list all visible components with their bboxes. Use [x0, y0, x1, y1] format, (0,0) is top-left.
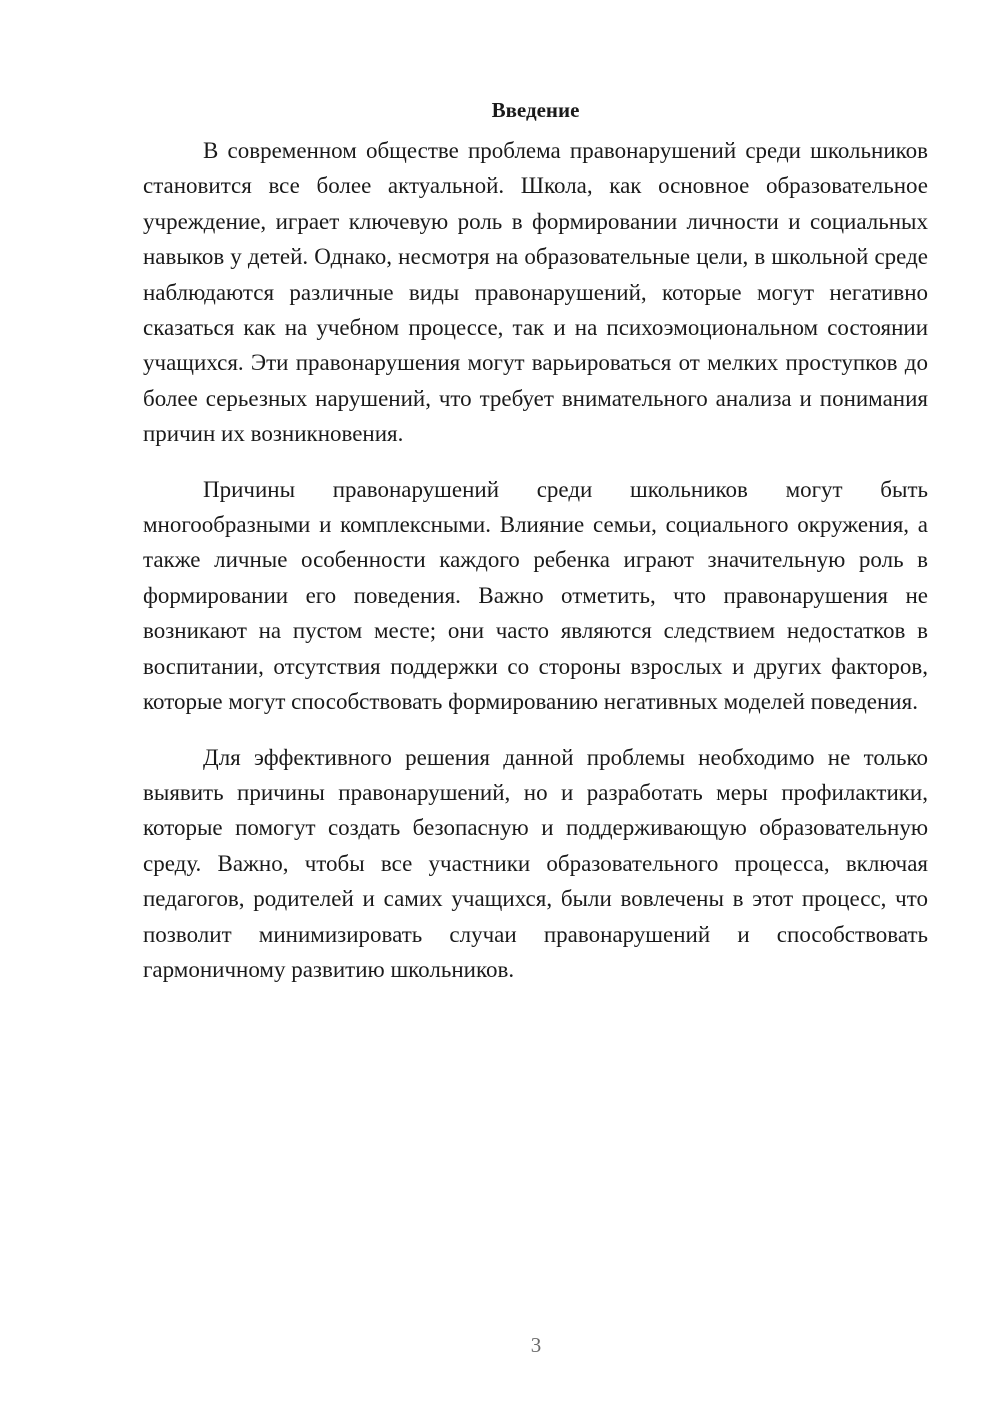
page-content: [143, 92, 928, 987]
paragraph-2: Причины правонарушений среди школьников могут быть многообразными и комплексными. Влияние семьи, социального окружения, а также личные особенности каждого ребенка играют значительную роль в формировании его поведения. Важно отметить, что правонарушения не возникают на пустом месте; они часто являются следствием недостатков в воспитании, отсутствия поддержки со стороны взрослых и других факторов, которые могут способствовать формированию негативных моделей поведения.: [143, 476, 928, 715]
section-heading: Введение: [491, 98, 580, 122]
paragraph-3: Для эффективного решения данной проблемы необходимо не только выявить причины правонарушений, но и разработать меры профилактики, которые помогут создать безопасную и поддерживающую образовательную среду. Важно, чтобы все участники образовательного процесса, включая педагогов, родителей и самих учащихся, были вовлечены в этот процесс, что позволит минимизировать случаи правонарушений и способствовать гармоничному развитию школьников.: [143, 744, 928, 982]
page-number: 3: [530, 1333, 542, 1357]
paragraph-1: В современном обществе проблема правонарушений среди школьников становится все более актуальной. Школа, как основное образовательное учреждение, играет ключевую роль в формировании личности и социальных навыков у детей. Однако, несмотря на образовательные цели, в школьной среде наблюдаются различные виды правонарушений, которые могут негативно сказаться как на учебном процессе, так и на психоэмоциональном состоянии учащихся. Эти правонарушения могут варьироваться от мелких проступков до более серьезных нарушений, что требует внимательного анализа и понимания причин их возникновения.: [143, 138, 928, 447]
